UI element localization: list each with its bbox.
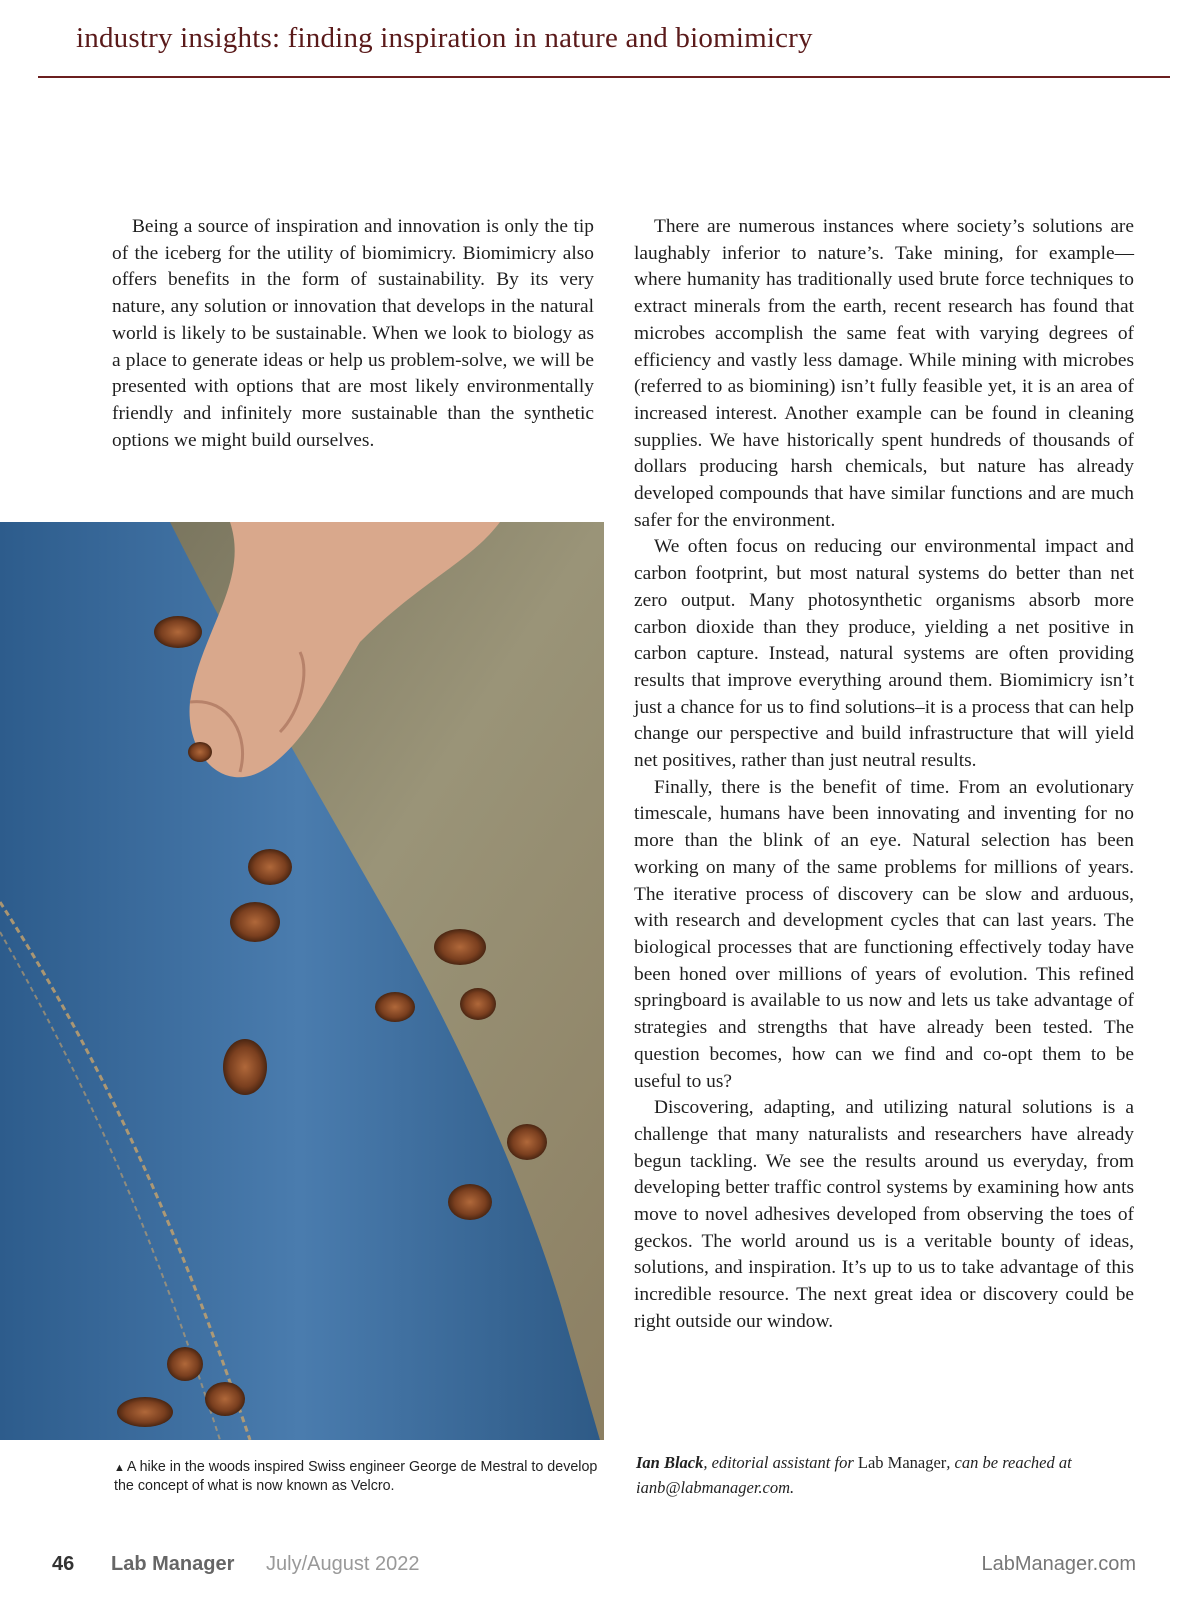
- paragraph: Finally, there is the benefit of time. From an evolutionary timescale, humans have been innovating and inventing for no more than the blink of an eye. Natural selection has been working on many of the same problems for millions of years. The iterative process of discovery can be slow and arduous, with research and development cycles that can last years. The biological processes that are functioning effectively today have been honed over millions of years of evolution. This refined springboard is available to us now and lets us take advantage of strategies and strengths that have already been tested. The question becomes, how can we find and co-opt them to be useful to us?: [634, 776, 1134, 1092]
- burrs-on-jeans-photo: [0, 522, 604, 1440]
- page-footer: [0, 1545, 1200, 1585]
- paragraph: We often focus on reducing our environmental impact and carbon footprint, but most natural systems do better than net zero output. Many photosynthetic organisms absorb more carbon dioxide than they produce, yielding a net positive in carbon capture. Instead, natural systems are often providing results that improve everything around them. Biomimicry isn’t just a chance for us to find solutions–it is a process that can help change our perspective and build infrastructure that will yield net positives, rather than just neutral results.: [634, 536, 1134, 772]
- photo-illustration: [0, 522, 604, 1440]
- footer-website: LabManager.com: [981, 1553, 1136, 1575]
- author-contact: , can be reached at ianb@labmanager.com.: [636, 1453, 1072, 1497]
- author-name: Ian Black: [636, 1453, 704, 1472]
- paragraph: Discovering, adapting, and utilizing natural solutions is a challenge that many naturalists and researchers have already begun tackling. We see the results around us everyday, from developing better traffic control systems by examining how ants move to novel adhesives developed from observing the toes of geckos. The world around us is a veritable bounty of ideas, solutions, and inspiration. It’s up to us to take advantage of this incredible resource. The next great idea or discovery could be right outside our window.: [634, 1097, 1134, 1332]
- page-number: 46: [52, 1553, 75, 1575]
- header-title: [76, 22, 813, 55]
- paragraph: There are numerous instances where society’s solutions are laughably inferior to nature’s. Take mining, for example—where humanity has traditionally used brute force techniques to extract minerals from the earth, recent research has found that microbes accomplish the same feat with varying degrees of efficiency and vastly less damage. While mining with microbes (referred to as biomining) isn’t fully feasible yet, it is an area of increased interest. Another example can be found in cleaning supplies. We have historically spent hundreds of thousands of dollars producing harsh chemicals, but nature has already developed compounds that have similar functions and are much safer for the environment.: [634, 216, 1134, 531]
- caption-marker-icon: ▲: [114, 1462, 125, 1474]
- paragraph: Being a source of inspiration and innovation is only the tip of the iceberg for the utility of biomimicry. Biomimicry also offers benefits in the form of sustainability. By its very nature, any solution or innovation that develops in the natural world is likely to be sustainable. When we look to biology as a place to generate ideas or help us problem-solve, we will be presented with options that are most likely environmentally friendly and infinitely more sustainable than the synthetic options we might build ourselves.: [112, 216, 594, 451]
- footer-issue-date: July/August 2022: [266, 1553, 420, 1575]
- caption-text: A hike in the woods inspired Swiss engineer George de Mestral to develop the concept of what is now known as Velcro.: [114, 1459, 598, 1494]
- photo-caption: [114, 1458, 600, 1495]
- page-header: [38, 18, 1170, 78]
- footer-magazine-name: Lab Manager: [111, 1553, 235, 1575]
- left-text-column: [112, 214, 594, 454]
- header-section-label: industry insights:: [76, 22, 281, 54]
- author-byline: [636, 1450, 1136, 1500]
- header-article-title: finding inspiration in nature and biomimicry: [287, 22, 813, 54]
- author-role: , editorial assistant for: [703, 1453, 858, 1472]
- right-text-column: [634, 214, 1134, 1336]
- byline-magazine: Lab Manager: [857, 1453, 947, 1472]
